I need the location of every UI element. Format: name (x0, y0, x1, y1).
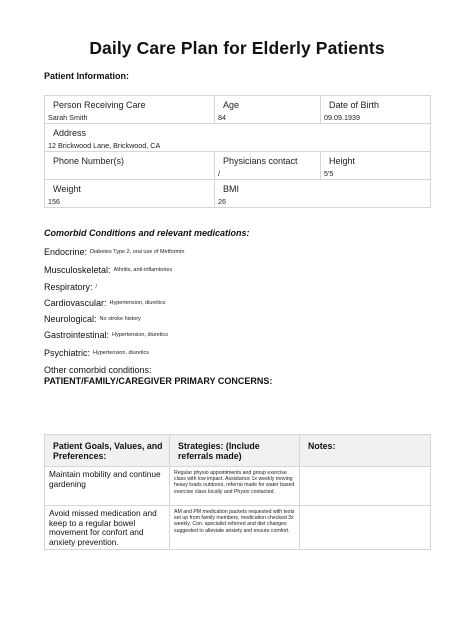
notes-column-header: Notes: (300, 435, 431, 467)
condition-label: Neurological: (44, 314, 97, 324)
age-cell[interactable] (215, 96, 321, 124)
condition-value: Hypertension, diuretics (109, 300, 166, 306)
condition-label: Other comorbid conditions: (44, 365, 152, 375)
primary-concerns-heading: PATIENT/FAMILY/CAREGIVER PRIMARY CONCERNS: (44, 376, 273, 386)
bmi-label: BMI (223, 184, 240, 194)
phone-number-label: Phone Number(s) (53, 156, 125, 166)
condition-label: Respiratory: (44, 282, 93, 292)
phone-number-cell[interactable] (45, 152, 215, 180)
condition-value: / (95, 284, 98, 290)
condition-value: No stroke history (99, 316, 141, 322)
patient-information-table (44, 95, 431, 208)
condition-label: Psychiatric: (44, 348, 91, 358)
strategies-column-header: Strategies: (Include referrals made) (170, 435, 300, 467)
height-label: Height (329, 156, 356, 166)
person-receiving-care-label: Person Receiving Care (53, 100, 146, 110)
age-label: Age (223, 100, 240, 110)
weight-value: 156 (48, 197, 60, 206)
condition-row-gastrointestinal[interactable] (44, 325, 168, 343)
goals-column-header: Patient Goals, Values, and Preferences: (45, 435, 170, 467)
condition-value: Hypertension, diuretics (112, 332, 168, 338)
condition-value: Athritis, anti-inflamtories (113, 267, 173, 273)
condition-label: Endocrine: (44, 247, 88, 257)
bmi-cell[interactable] (215, 180, 431, 208)
table-row (45, 124, 431, 152)
condition-label: Gastrointestinal: (44, 330, 110, 340)
condition-value: Diabetes Type 2, oral use of Metformin (90, 249, 185, 255)
physicians-contact-label: Physicians contact (223, 156, 298, 166)
condition-row-psychiatric[interactable] (44, 343, 149, 361)
weight-label: Weight (53, 184, 81, 194)
date-of-birth-value: 09.09.1939 (324, 113, 360, 122)
notes-cell[interactable] (300, 506, 431, 550)
address-label: Address (53, 128, 87, 138)
height-value: 5'5 (324, 169, 334, 178)
table-row (45, 506, 431, 550)
condition-label: Cardiovascular: (44, 298, 107, 308)
weight-cell[interactable] (45, 180, 215, 208)
condition-row-musculoskeletal[interactable] (44, 260, 172, 278)
date-of-birth-label: Date of Birth (329, 100, 380, 110)
person-receiving-care-cell[interactable] (45, 96, 215, 124)
phone-number-value (45, 166, 214, 169)
person-receiving-care-value: Sarah Smith (48, 113, 88, 122)
strategy-cell[interactable]: Regular physio appointments and group exercise class with low impact. Assistance 1x weekly moving heavy loads outdoors, referral made for water based exercise class locally and Physio contacted. (170, 467, 300, 506)
bmi-value: 26 (218, 197, 226, 206)
strategy-cell[interactable]: AM and PM medication packets requested with texts set up from family members, medication checked 3x weekly. Con. specialist referred and diet changes suggested to alleviate anxiety and ensure comfort. (170, 506, 300, 550)
height-cell[interactable] (321, 152, 431, 180)
page-title: Daily Care Plan for Elderly Patients (89, 38, 385, 58)
table-header-row (45, 435, 431, 467)
table-row (45, 180, 431, 208)
goal-cell[interactable]: Avoid missed medication and keep to a regular bowel movement for confort and anxiety prevention. (45, 506, 170, 550)
patient-information-heading: Patient Information: (44, 71, 129, 81)
condition-value: Hypertension, diuretics (93, 350, 149, 356)
physicians-contact-value: / (218, 169, 220, 178)
goal-cell[interactable]: Maintain mobility and continue gardening (45, 467, 170, 506)
table-row (45, 152, 431, 180)
condition-label: Musculoskeletal: (44, 265, 111, 275)
table-row (45, 467, 431, 506)
age-value: 84 (218, 113, 226, 122)
physicians-contact-cell[interactable] (215, 152, 321, 180)
notes-cell[interactable] (300, 467, 431, 506)
condition-row-endocrine[interactable] (44, 242, 184, 260)
date-of-birth-cell[interactable] (321, 96, 431, 124)
goals-strategies-table (44, 434, 431, 550)
address-value: 12 Brickwood Lane, Brickwood, CA (48, 141, 161, 150)
table-row (45, 96, 431, 124)
comorbid-conditions-heading: Comorbid Conditions and relevant medications: (44, 228, 250, 238)
address-cell[interactable] (45, 124, 431, 152)
